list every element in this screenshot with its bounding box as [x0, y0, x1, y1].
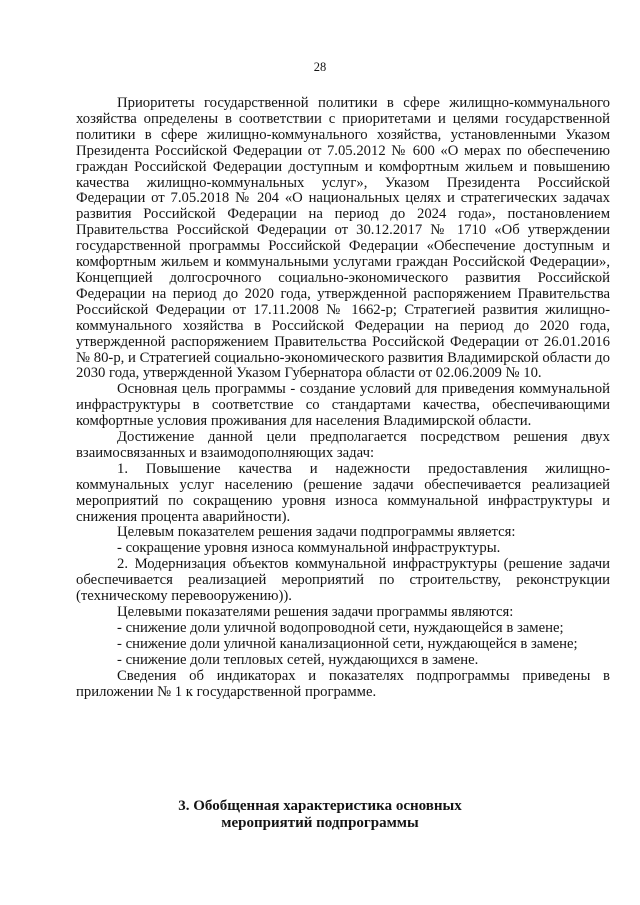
paragraph-task-2: 2. Модернизация объектов коммунальной инфраструктуры (решение задачи обеспечивается реализацией мероприятий по строительству, реконструкции (техническому перевооружению)).	[76, 556, 610, 605]
section-heading	[0, 798, 640, 832]
paragraph-goal-achievement: Достижение данной цели предполагается посредством решения двух взаимосвязанных и взаимодополняющих задач:	[76, 429, 610, 461]
page-number: 28	[313, 60, 327, 74]
section-heading-line-2: мероприятий подпрограммы	[221, 815, 419, 831]
list-item-sewer-network: - снижение доли уличной канализационной сети, нуждающейся в замене;	[117, 635, 578, 652]
list-item-heat-network: - снижение доли тепловых сетей, нуждающихся в замене.	[117, 651, 479, 668]
paragraph-task-2-indicators-intro: Целевыми показателями решения задачи программы являются:	[117, 604, 514, 620]
list-item-water-network: - снижение доли уличной водопроводной сети, нуждающейся в замене;	[117, 619, 564, 636]
document-body	[76, 96, 610, 700]
section-heading-line-1: 3. Обобщенная характеристика основных	[178, 798, 462, 814]
paragraph-appendix-reference: Сведения об индикаторах и показателях подпрограммы приведены в приложении № 1 к государственной программе.	[76, 667, 610, 700]
list-item-wear-reduction: - сокращение уровня износа коммунальной инфраструктуры.	[117, 540, 501, 557]
paragraph-priorities: Приоритеты государственной политики в сфере жилищно-коммунального хозяйства определены в соответствии с приоритетами и целями государственной политики в сфере жилищно-коммунального хозяйства, установленными Указом Президента Российской Федерации от 7.05.2012 № 600 «О мерах по обеспечению граждан Российской Федерации доступным и комфортным жильем и повышению качества жилищно-коммунальных услуг», Указом Президента Российской Федерации от 7.05.2018 № 204 «О национальных целях и стратегических задачах развития Российской Федерации на период до 2024 года», постановлением Правительства Российской Федерации от 30.12.2017 № 1710 «Об утверждении государственной программы Российской Федерации «Обеспечение доступным и комфортным жильем и коммунальными услугами граждан Российской Федерации», Концепцией долгосрочного социально-экономического развития Российской Федерации на период до 2020 года, утвержденной распоряжением Правительства Российской Федерации от 17.11.2008 № 1662-р; Стратегией развития жилищно-коммунального хозяйства в Российской Федерации на период до 2020 года, утвержденной распоряжением Правительства Российской Федерации от 26.01.2016 № 80-р, и Стратегией социально-экономического развития Владимирской области до 2030 года, утвержденной Указом Губернатора области от 02.06.2009 № 10.	[76, 95, 610, 382]
paragraph-task-1-indicator-intro: Целевым показателем решения задачи подпрограммы является:	[117, 524, 516, 541]
paragraph-task-1: 1. Повышение качества и надежности предоставления жилищно-коммунальных услуг населению (решение задачи обеспечивается реализацией мероприятий по сокращению уровня износа коммунальной инфраструктуры и снижения процента аварийности).	[76, 460, 610, 525]
paragraph-main-goal: Основная цель программы - создание условий для приведения коммунальной инфраструктуры в соответствие со стандартами качества, обеспечивающими комфортные условия проживания для населения Владимирской области.	[76, 381, 610, 430]
